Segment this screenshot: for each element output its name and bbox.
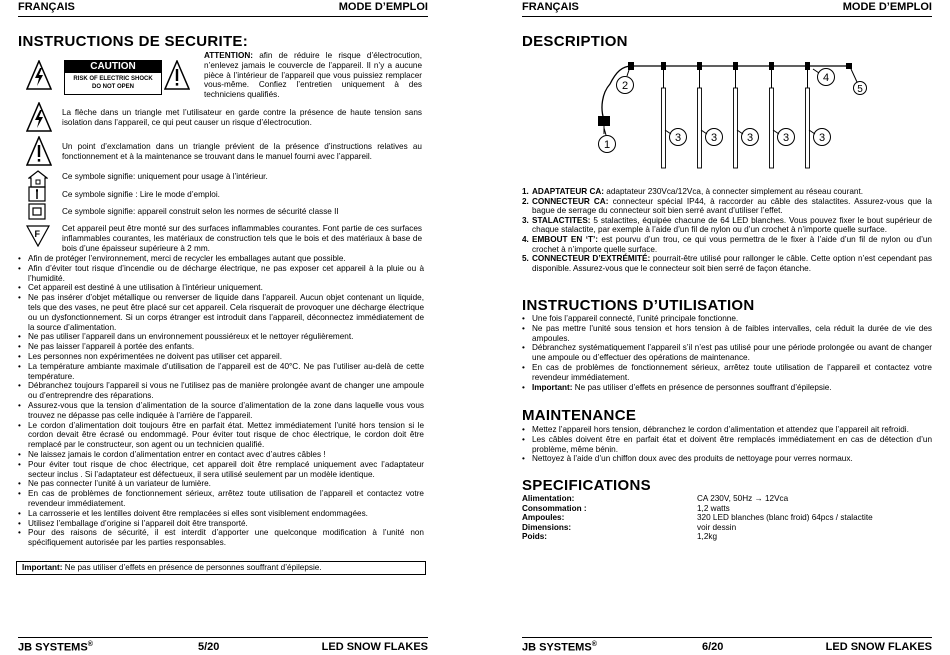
callout-3: 3 [674,132,682,144]
item-text: connecteur spécial IP44, à raccorder au câble des stalactites. Assurez-vous que la bague de serrage du connecteur soit bien serré avant d’utiliser l’effet. [532,196,932,216]
header-mode: MODE D’EMPLOI [842,1,932,13]
spec-row [522,532,932,542]
caution-line1: RISK OF ELECTRIC SHOCK [73,76,153,82]
callout-1: 1 [603,139,611,151]
safety-bullet-list [18,254,424,548]
footer-brand [522,641,597,654]
left-page [18,0,428,654]
exclamation-triangle-icon [26,136,52,166]
description-title: DESCRIPTION [522,33,628,50]
symbol-class2-text: Ce symbole signifie: appareil construit selon les normes de sécurité classe II [62,207,339,216]
page-number: 6/20 [702,641,724,653]
spec-value: 320 LED blanches (blanc froid) 64pcs / stalactite [697,513,873,523]
specifications-title: SPECIFICATIONS [522,477,651,494]
symbol-indoor-text: Ce symbole signifie: uniquement pour usage à l’intérieur. [62,172,268,181]
list-item: • Ne pas laisser l’appareil à portée des enfants. [18,342,424,352]
maintenance-bullet-list [522,425,932,464]
spec-row [522,494,932,504]
list-item: • La température ambiante maximale d’utilisation de l’appareil est de 40°C. Ne pas l’utiliser au-delà de cette température. [18,362,424,382]
item-number: 4. [522,234,529,244]
list-item: • Pour des raisons de sécurité, il est interdit d’apporter une quelconque modification à l’unité non spécifiquement autorisée par les parties responsables. [18,528,424,548]
attention-paragraph [204,51,422,100]
usage-bullet-list [522,314,932,392]
callout-4: 4 [822,72,830,84]
callout-3: 3 [818,132,826,144]
list-item: • Une fois l’appareil connecté, l’unité principale fonctionne. [522,314,932,324]
callout-3: 3 [746,132,754,144]
list-item: • Débranchez systématiquement l’appareil s’il n’est pas utilisé pour une période prolongée ou avant de changer une ampoule ou d’effectuer des opérations de maintenance. [522,343,932,363]
item-label: STALACTITES: [532,215,591,225]
page-number: 5/20 [198,641,220,653]
list-item: • Le cordon d’alimentation doit toujours être en parfait état. Mettez immédiatement l’unité hors tension si le cordon devait être écrasé ou endommagé. Pour éviter tout risque de choc électrique, le cordon doit être remplacé par le constructeur, son agent ou un technicien qualifié. [18,421,424,450]
callout-3: 3 [782,132,790,144]
spec-key: Ampoules: [522,513,565,523]
specifications-table [522,494,932,542]
right-page [522,0,932,654]
item-text: pourrait-être utilisé pour rallonger le câble. Cette option n’est cependant pas disponible. Assurez-vous que le connecteur soit bien serré de façon étanche. [532,254,933,273]
item-text: 5 stalactites, équipée chacune de 64 LED blanches. Vous pouvez fixer le bout supérieur de chaque stalactite, par exemple à l’aide d’un fil de nylon ou d’un crochet à n’importe quelle surface. [532,215,932,235]
spec-key: Alimentation: [522,494,575,503]
list-item: • Mettez l’appareil hors tension, débranchez le cordon d’alimentation et attendez que l’appareil ait refroidi. [522,425,932,435]
stalactite-3 [733,62,738,168]
callout-2: 2 [621,80,629,92]
spec-value: 1,2 watts [697,503,730,513]
list-item: • Les personnes non expérimentées ne doivent pas utiliser cet appareil. [18,352,424,362]
list-item: • En cas de problèmes de fonctionnement sérieux, arrêtez toute utilisation de l’appareil et contactez votre revendeur immédiatement. [18,489,424,509]
list-item: • Débranchez toujours l’appareil si vous ne l’utilisez pas de manière prolongée avant de changer une ampoule ou d’entreprendre des réparations. [18,381,424,401]
spec-value: 1,2kg [697,532,718,542]
page-header [522,0,932,17]
lightning-triangle-icon [26,102,52,132]
header-language: FRANÇAIS [522,1,579,13]
svg-text:F: F [34,229,40,239]
list-item: • Ne pas connecter l’unité à un variateur de lumière. [18,479,424,489]
callout-5: 5 [857,84,863,95]
registered-mark: ® [591,641,597,648]
list-item: • Utilisez l’emballage d’origine si l’appareil doit être transporté. [18,519,424,529]
footer-product: LED SNOW FLAKES [321,641,428,653]
safety-title: INSTRUCTIONS DE SECURITE: [18,33,249,50]
stalactite-4 [769,62,774,168]
list-item: • Ne pas mettre l’unité sous tension et hors tension à de faibles intervalles, cela réduit la durée de vie des ampoules. [522,324,932,344]
callout-3: 3 [710,132,718,144]
footer-brand-text: JB SYSTEMS [18,641,88,654]
item-number: 2. [522,196,529,206]
stalactite-2 [697,62,702,168]
list-item [522,383,932,393]
list-item: • Pour éviter tout risque de choc électrique, cet appareil doit être remplacé uniquement avec l’adaptateur secteur inclus . Si l’adaptateur est défectueux, il sera utilisé seulement par un modèle identique. [18,460,424,480]
list-item: • Les câbles doivent être en parfait état et doivent être remplacés immédiatement en cas de détection d’un problème, même bénin. [522,435,932,455]
list-item: • Nettoyez à l’aide d’un chiffon doux avec des produits de nettoyage pour verres normaux. [522,454,932,464]
list-item: • En cas de problèmes de fonctionnement sérieux, arrêtez toute utilisation de l’appareil et contactez votre revendeur immédiatement. [522,363,932,383]
registered-mark: ® [87,641,93,648]
caution-label [64,60,162,95]
item-label: CONNECTEUR CA: [532,196,609,206]
maintenance-title: MAINTENANCE [522,407,637,424]
list-item [522,197,932,216]
page-footer [522,637,932,655]
page-header [18,0,428,17]
important-box [16,561,426,575]
list-item: • Ne pas utiliser l’appareil dans un environnement poussiéreux et le nettoyer régulièrement. [18,332,424,342]
item-text: est pourvu d’un trou, ce qui vous permettra de le fixer à l’aide d’un fil de nylon ou d’un crochet à n’importe quelle surface. [532,234,932,254]
lightning-triangle-icon [26,60,52,90]
footer-brand-text: JB SYSTEMS [522,641,592,654]
stalactite-5 [805,62,810,168]
spec-key: Poids: [522,532,548,542]
list-item: • Assurez-vous que la tension d’alimentation de la source d’alimentation de la zone dans laquelle vous vous trouvez ne dépasse pas celle indiquée à l’arrière de l’appareil. [18,401,424,421]
important-text: Ne pas utiliser d’effets en présence de personnes souffrant d’épilepsie. [572,382,832,392]
stalactite-1 [661,62,666,168]
spec-value: voir dessin [697,522,737,532]
list-item [522,235,932,254]
item-number: 3. [522,215,529,225]
footer-brand [18,641,93,654]
item-label: ADAPTATEUR CA: [532,187,605,196]
list-item [522,187,932,197]
list-item: • Ne laissez jamais le cordon d’alimentation entrer en contact avec d’autres câbles ! [18,450,424,460]
list-item: • Ne pas insérer d’objet métallique ou renverser de liquide dans l’appareil. Aucun objet contenant un liquide, tels que des vases, ne peut être placé sur cet appareil. Cela risquerait de provoquer une décharge électrique ou un dysfonctionnement. Si un corps étranger est introduit dans l’appareil, déconnectez immédiatement de la source d’alimentation. [18,293,424,332]
spec-row [522,513,932,523]
caution-line2: DO NOT OPEN [91,84,134,90]
list-item [522,216,932,235]
item-number: 5. [522,254,529,264]
exclamation-triangle-icon [164,60,190,90]
footer-product: LED SNOW FLAKES [825,641,932,653]
header-language: FRANÇAIS [18,1,75,13]
important-label: Important: [532,382,573,392]
item-text: adaptateur 230Vca/12Vca, à connecter simplement au réseau courant. [604,187,863,196]
important-text: Ne pas utiliser d’effets en présence de personnes souffrant d’épilepsie. [62,563,322,572]
read-manual-icon [28,186,46,202]
spec-row [522,504,932,514]
list-item: • La carrosserie et les lentilles doivent être remplacées si elles sont visiblement endommagées. [18,509,424,519]
item-label: CONNECTEUR D’EXTRÉMITÉ: [532,254,651,264]
spec-key: Dimensions: [522,522,572,532]
symbol-lightning-text: La flèche dans un triangle met l’utilisateur en garde contre la présence de haute tension sans isolation dans l’appareil, ce qui peut causer un risque d’électrocution. [62,108,422,127]
list-item [522,254,932,273]
list-item: • Afin d’éviter tout risque d’incendie ou de décharge électrique, ne pas exposer cet appareil à la pluie ou à l’humidité. [18,264,424,284]
symbol-manual-text: Ce symbole signifie : Lire le mode d’emploi. [62,190,220,199]
list-item: • Afin de protéger l’environnement, merci de recycler les emballages autant que possible. [18,254,424,264]
item-label: EMBOUT EN ‘T’: [532,234,598,244]
description-list [522,187,932,273]
symbol-exclaim-text: Un point d’exclamation dans un triangle prévient de la présence d’instructions relatives au fonctionnement et à la maintenance se trouvant dans le manuel fourni avec l’appareil. [62,142,422,161]
product-diagram [592,58,867,180]
spec-key: Consommation : [522,503,587,513]
flammable-surface-f-icon [26,225,50,247]
list-item: • Cet appareil est destiné à une utilisation à l’intérieur uniquement. [18,283,424,293]
spec-value: CA 230V, 50Hz → 12Vca [697,494,789,503]
page-footer [18,637,428,655]
header-mode: MODE D’EMPLOI [338,1,428,13]
spec-row [522,523,932,533]
symbol-f-text: Cet appareil peut être monté sur des surfaces inflammables courantes. Font partie de ces surfaces inflammables courantes, les matériaux de construction tels que le bois et des matériaux à base de bois d’une épaisseur supérieure à 2 mm. [62,224,422,253]
caution-title: CAUTION [65,61,161,73]
important-label: Important: [22,563,63,572]
usage-title: INSTRUCTIONS D’UTILISATION [522,297,755,314]
class2-double-square-icon [28,203,46,220]
attention-label: ATTENTION: [204,51,253,60]
attention-text: afin de réduire le risque d’électrocution, n’enlevez jamais le couvercle de l’appareil. Il n’y a aucune pièce à l’intérieur de l’appareil que vous puissiez remplacer vous-même. Confiez l’entretien uniquement à des techniciens qualifiés. [204,51,422,100]
item-number: 1. [522,187,529,196]
